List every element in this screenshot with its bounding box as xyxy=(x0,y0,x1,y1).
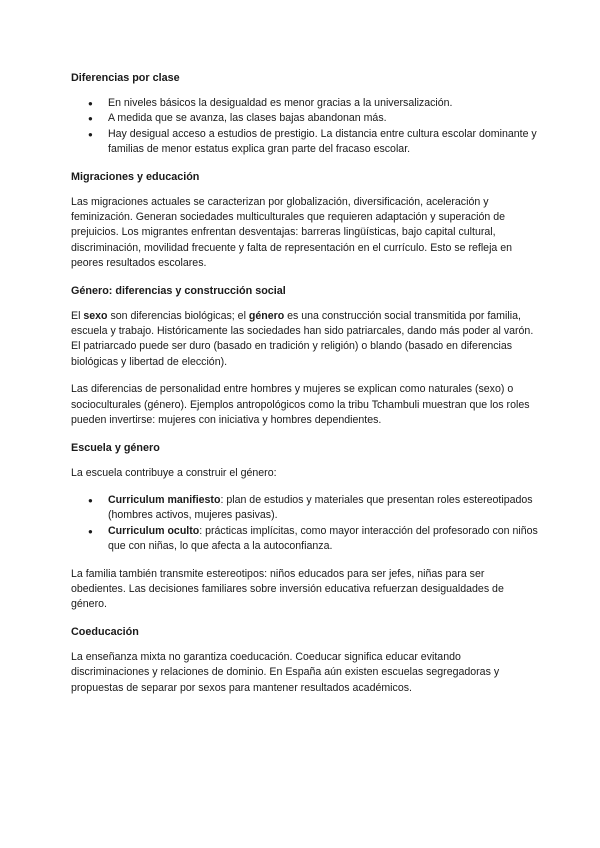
paragraph-genero-sexo xyxy=(71,309,540,371)
heading-coeducacion: Coeducación xyxy=(71,625,139,638)
term-genero: género xyxy=(248,309,285,322)
paragraph-familia: La familia también transmite estereotipos: niños educados para ser jefes, niñas para ser obedientes. Las decisiones familiares sobre inversión educativa refuerzan desigualdades de género. xyxy=(71,567,504,611)
paragraph-genero-personalidad: Las diferencias de personalidad entre hombres y mujeres se explican como naturales (sexo) o socioculturales (género). Ejemplos antropológicos como la tribu Tchambuli muestran que los roles pueden invertirse: mujeres con iniciativa y hombres dependientes. xyxy=(71,383,530,427)
paragraph-escuela-intro: La escuela contribuye a construir el género: xyxy=(71,466,277,479)
heading-diferencias-clase: Diferencias por clase xyxy=(71,72,180,84)
paragraph-coeducacion: La enseñanza mixta no garantiza coeducación. Coeducar significa educar evitando discriminaciones y relaciones de dominio. En España aún existen escuelas segregadoras y propuestas de separar por sexos para mantener resultados académicos. xyxy=(71,650,500,694)
list-curriculum xyxy=(71,493,540,555)
heading-genero: Género: diferencias y construcción social xyxy=(71,284,286,297)
list-item xyxy=(108,493,540,524)
list-item: ● A medida que se avanza, las clases bajas abandonan más. xyxy=(108,111,540,126)
list-item: ● Hay desigual acceso a estudios de prestigio. La distancia entre cultura escolar dominante y familias de menor estatus explica gran parte del fracaso escolar. xyxy=(108,127,540,158)
list-item: ● En niveles básicos la desigualdad es menor gracias a la universalización. xyxy=(108,96,540,111)
text-run: es una construcción social transmitida por familia, escuela y trabajo. Históricamente las sociedades han sido patriarcales, dando más poder al varón. El patriarcado puede ser duro (basado en tradición y religión) o blando (basado en diferencias biológicas y libertad de elección). xyxy=(71,309,534,368)
text-run: El xyxy=(71,309,84,322)
term-sexo: sexo xyxy=(83,309,108,322)
list-item xyxy=(108,524,540,555)
paragraph-migraciones: Las migraciones actuales se caracterizan por globalización, diversificación, aceleración y feminización. Generan sociedades multiculturales que requieren adaptación y superación de prejuicios. Los migrantes enfrentan desventajas: barreras lingüísticas, bajo capital cultural, discriminación, movilidad frecuente y falta de representación en el currículo. Esto se refleja en peores resultados escolares. xyxy=(71,195,513,270)
heading-migraciones: Migraciones y educación xyxy=(71,170,200,183)
text-run: son diferencias biológicas; el xyxy=(107,309,249,322)
term-curriculum-oculto: Curriculum oculto xyxy=(108,524,200,537)
text-run: : prácticas implícitas, como mayor interacción del profesorado con niños que con niñas, lo que afecta a la autoconfianza. xyxy=(108,524,538,553)
text-run: : plan de estudios y materiales que presentan roles estereotipados (hombres activos, mujeres pasivas). xyxy=(108,493,533,522)
term-curriculum-manifiesto: Curriculum manifiesto xyxy=(108,493,221,506)
list-diferencias-clase xyxy=(71,96,540,158)
heading-escuela-genero: Escuela y género xyxy=(71,441,160,454)
